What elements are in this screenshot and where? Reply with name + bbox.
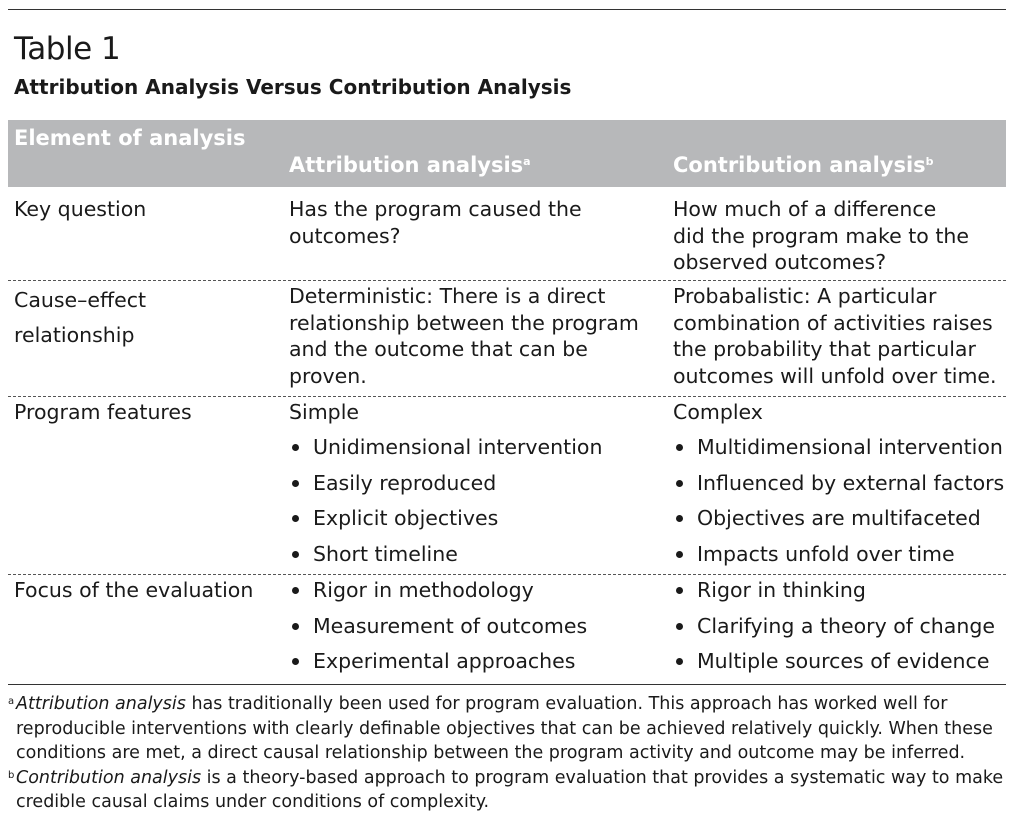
- list-item: Explicit objectives: [289, 505, 659, 541]
- contribution-feature-list: [673, 434, 1013, 576]
- row-divider: [8, 280, 1006, 281]
- table-title: Table 1: [14, 31, 121, 67]
- contribution-cell: [673, 577, 1008, 684]
- list-item: Influenced by external factors: [673, 470, 1013, 506]
- attribution-feature-list: [289, 434, 659, 576]
- list-item: Objectives are multifaceted: [673, 505, 1013, 541]
- contribution-cell: How much of a difference did the program make to the observed outcomes?: [673, 197, 969, 274]
- attribution-cell: [289, 399, 659, 576]
- footnote-mark: b: [8, 769, 15, 781]
- attribution-cell: Deterministic: There is a direct relationship between the program and the outcome that can be proven.: [289, 284, 639, 388]
- footnote-term: Attribution analysis: [16, 694, 186, 714]
- list-item: Rigor in thinking: [673, 577, 1008, 613]
- attribution-summary: Simple: [289, 400, 359, 424]
- footnote-mark: a: [8, 696, 15, 707]
- element-cell: Focus of the evaluation: [14, 578, 254, 602]
- footnotes: [8, 692, 1008, 815]
- list-item: Easily reproduced: [289, 470, 659, 506]
- table-subtitle: Attribution Analysis Versus Contribution Analysis: [14, 75, 572, 99]
- contribution-summary: Complex: [673, 400, 763, 424]
- footnote-mark-b: b: [925, 155, 934, 168]
- footnote-text: is a theory-based approach to program evaluation that provides a systematic way to make credible causal claims under conditions of complexity.: [16, 767, 1004, 812]
- header-contribution-analysis: [673, 152, 934, 178]
- list-item: Experimental approaches: [289, 648, 659, 684]
- attribution-cell: [289, 577, 659, 684]
- footnote-term: Contribution analysis: [16, 767, 202, 788]
- table-header: [8, 120, 1006, 187]
- list-item: Impacts unfold over time: [673, 541, 1013, 577]
- element-cell: Key question: [14, 197, 147, 221]
- attribution-focus-list: [289, 577, 659, 684]
- top-rule: [8, 9, 1006, 10]
- contribution-cell: Probabalistic: A particular combination of activities raises the probability that particular outcomes will unfold over time.: [673, 284, 997, 388]
- footnote-text: has traditionally been used for program evaluation. This approach has worked well for reproducible interventions with clearly definable objectives that can be achieved relatively quickly. When these conditions are met, a direct causal relationship between the program activity and outcome may be inferred.: [16, 694, 993, 763]
- header-attribution-analysis: [289, 152, 531, 178]
- bottom-rule: [8, 684, 1006, 685]
- contribution-cell: [673, 399, 1013, 576]
- header-contribution-label: Contribution analysis: [673, 153, 926, 177]
- header-attribution-label: Attribution analysis: [289, 153, 524, 177]
- footnote-b: [8, 766, 1008, 815]
- row-divider: [8, 396, 1006, 397]
- footnote-a: [8, 692, 1008, 766]
- list-item: Clarifying a theory of change: [673, 613, 1008, 649]
- contribution-focus-list: [673, 577, 1008, 684]
- element-cell: Program features: [14, 400, 192, 424]
- footnote-mark-a: a: [523, 155, 531, 168]
- list-item: Multidimensional intervention: [673, 434, 1013, 470]
- list-item: Rigor in methodology: [289, 577, 659, 613]
- row-divider: [8, 574, 1006, 575]
- list-item: Multiple sources of evidence: [673, 648, 1008, 684]
- header-element-of-analysis: Element of analysis: [14, 126, 246, 150]
- list-item: Unidimensional intervention: [289, 434, 659, 470]
- attribution-cell: Has the program caused the outcomes?: [289, 197, 582, 248]
- list-item: Short timeline: [289, 541, 659, 577]
- element-cell: Cause–effect relationship: [14, 288, 147, 347]
- list-item: Measurement of outcomes: [289, 613, 659, 649]
